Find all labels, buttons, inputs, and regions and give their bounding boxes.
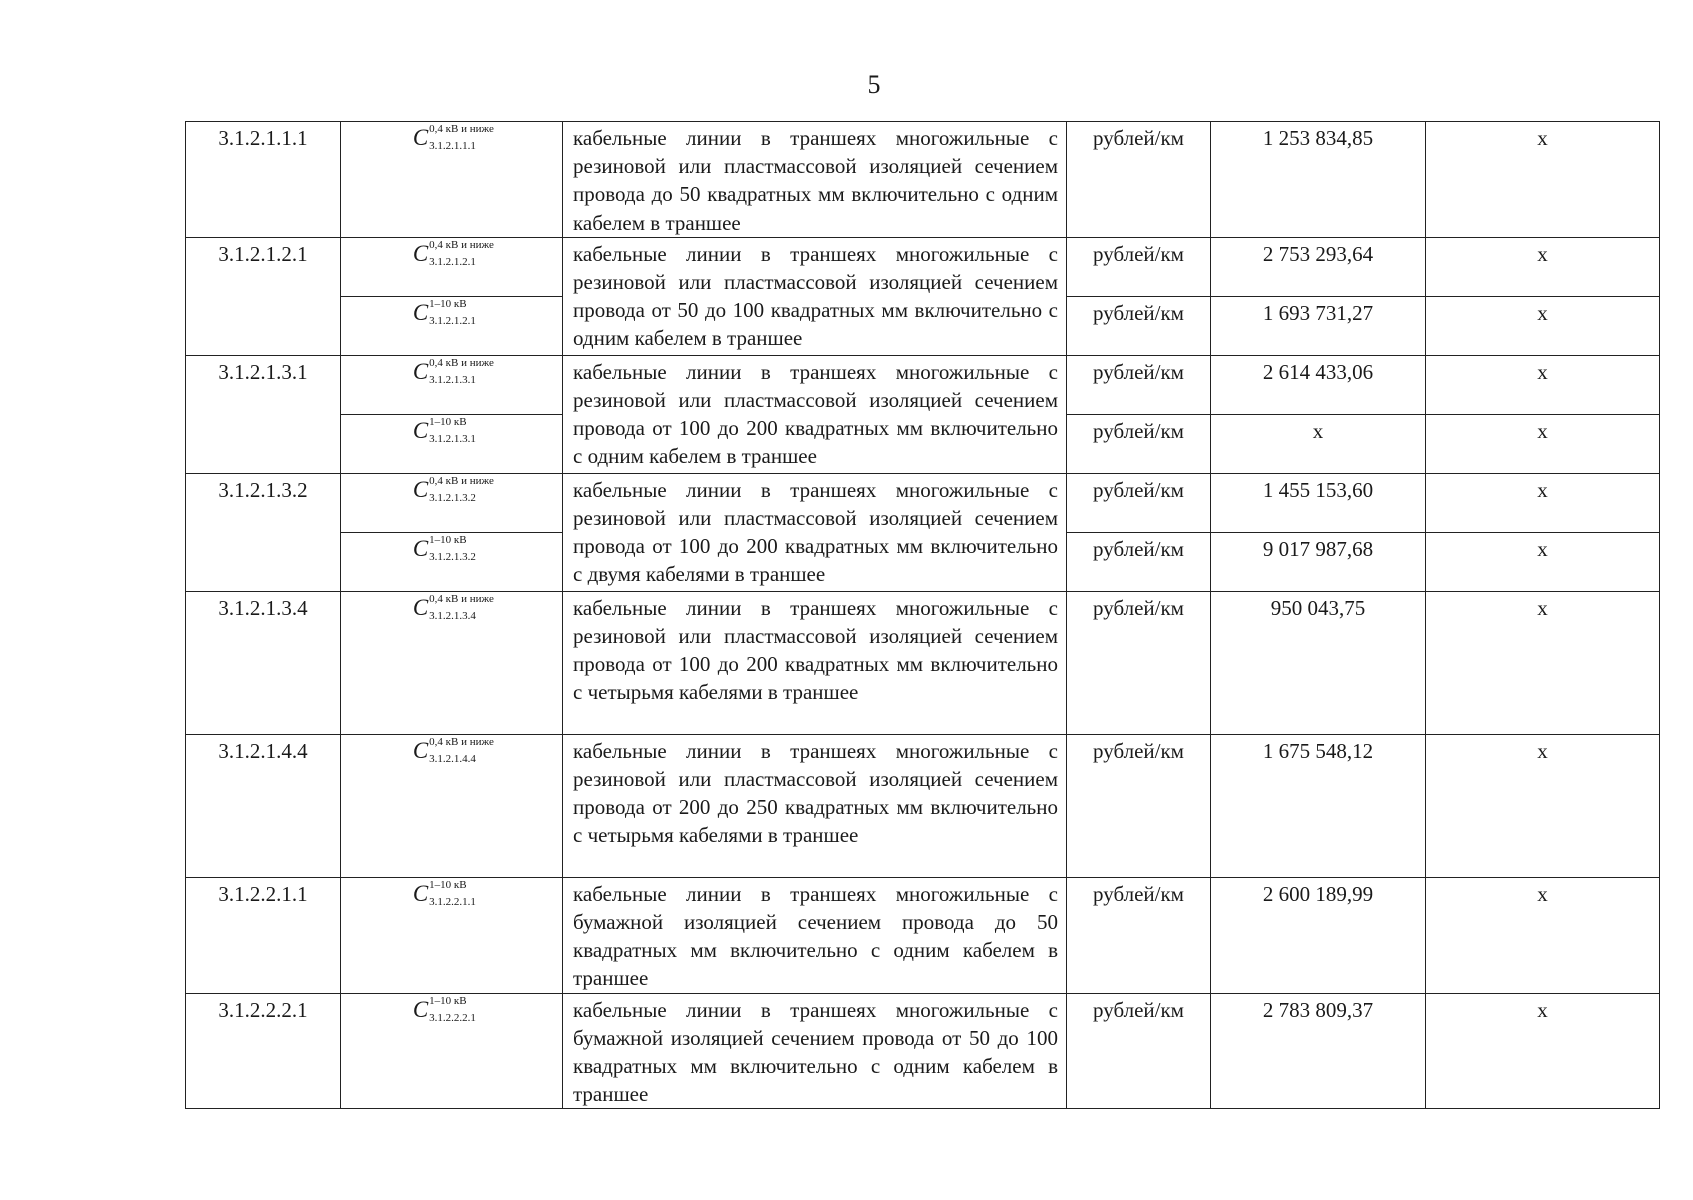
- row-unit: рублей/км: [1067, 355, 1211, 414]
- row-description: кабельные линии в траншеях многожильные с резиновой или пластмассовой изоляцией сечением провода от 50 до 100 квадратных мм включительно с одним кабелем в траншее: [563, 237, 1067, 355]
- rate-symbol: C 0,4 кВ и ниже 3.1.2.1.3.2: [341, 473, 563, 532]
- row-description: кабельные линии в траншеях многожильные с резиновой или пластмассовой изоляцией сечением провода от 100 до 200 квадратных мм включительно с двумя кабелями в траншее: [563, 473, 1067, 591]
- row-unit: рублей/км: [1067, 122, 1211, 238]
- rate-symbol: C 1–10 кВ 3.1.2.1.2.1: [341, 296, 563, 355]
- row-value: 950 043,75: [1211, 591, 1426, 734]
- rates-table: [185, 121, 1660, 1109]
- row-unit: рублей/км: [1067, 296, 1211, 355]
- row-unit: рублей/км: [1067, 237, 1211, 296]
- row-note: х: [1426, 532, 1660, 591]
- row-unit: рублей/км: [1067, 993, 1211, 1109]
- row-value: 2 600 189,99: [1211, 877, 1426, 993]
- row-note: х: [1426, 993, 1660, 1109]
- table-row: [186, 122, 1660, 238]
- row-unit: рублей/км: [1067, 877, 1211, 993]
- row-note: х: [1426, 734, 1660, 877]
- row-code: 3.1.2.2.2.1: [186, 993, 341, 1109]
- row-value: 1 693 731,27: [1211, 296, 1426, 355]
- rate-symbol: C 1–10 кВ 3.1.2.1.3.2: [341, 532, 563, 591]
- row-note: х: [1426, 296, 1660, 355]
- row-value: 2 783 809,37: [1211, 993, 1426, 1109]
- row-value: х: [1211, 414, 1426, 473]
- row-note: х: [1426, 473, 1660, 532]
- row-code: 3.1.2.1.3.4: [186, 591, 341, 734]
- row-code: 3.1.2.1.3.2: [186, 473, 341, 591]
- row-unit: рублей/км: [1067, 591, 1211, 734]
- row-value: 1 455 153,60: [1211, 473, 1426, 532]
- row-value: 9 017 987,68: [1211, 532, 1426, 591]
- rate-symbol: C 0,4 кВ и ниже 3.1.2.1.3.4: [341, 591, 563, 734]
- rate-symbol: C 0,4 кВ и ниже 3.1.2.1.3.1: [341, 355, 563, 414]
- row-description: кабельные линии в траншеях многожильные с бумажной изоляцией сечением провода до 50 квадратных мм включительно с одним кабелем в траншее: [563, 877, 1067, 993]
- row-note: х: [1426, 591, 1660, 734]
- row-code: 3.1.2.1.1.1: [186, 122, 341, 238]
- row-note: х: [1426, 122, 1660, 238]
- row-note: х: [1426, 877, 1660, 993]
- rate-symbol: C 0,4 кВ и ниже 3.1.2.1.2.1: [341, 237, 563, 296]
- row-unit: рублей/км: [1067, 734, 1211, 877]
- table-row: [186, 993, 1660, 1109]
- rate-symbol: C 1–10 кВ 3.1.2.2.1.1: [341, 877, 563, 993]
- row-code: 3.1.2.1.3.1: [186, 355, 341, 473]
- row-value: 1 253 834,85: [1211, 122, 1426, 238]
- row-note: х: [1426, 414, 1660, 473]
- row-code: 3.1.2.1.4.4: [186, 734, 341, 877]
- row-code: 3.1.2.1.2.1: [186, 237, 341, 355]
- row-description: кабельные линии в траншеях многожильные с резиновой или пластмассовой изоляцией сечением провода от 100 до 200 квадратных мм включительно с четырьмя кабелями в траншее: [563, 591, 1067, 734]
- rate-symbol: C 0,4 кВ и ниже 3.1.2.1.1.1: [341, 122, 563, 238]
- rate-symbol: C 0,4 кВ и ниже 3.1.2.1.4.4: [341, 734, 563, 877]
- table-row: [186, 237, 1660, 296]
- row-unit: рублей/км: [1067, 532, 1211, 591]
- table-row: [186, 591, 1660, 734]
- table-row: [186, 877, 1660, 993]
- row-value: 2 614 433,06: [1211, 355, 1426, 414]
- row-note: х: [1426, 237, 1660, 296]
- row-description: кабельные линии в траншеях многожильные с резиновой или пластмассовой изоляцией сечением провода до 50 квадратных мм включительно с одним кабелем в траншее: [563, 122, 1067, 238]
- rate-symbol: C 1–10 кВ 3.1.2.1.3.1: [341, 414, 563, 473]
- row-value: 2 753 293,64: [1211, 237, 1426, 296]
- rate-symbol: C 1–10 кВ 3.1.2.2.2.1: [341, 993, 563, 1109]
- table-row: [186, 355, 1660, 414]
- row-description: кабельные линии в траншеях многожильные с бумажной изоляцией сечением провода от 50 до 100 квадратных мм включительно с одним кабелем в траншее: [563, 993, 1067, 1109]
- row-value: 1 675 548,12: [1211, 734, 1426, 877]
- row-unit: рублей/км: [1067, 473, 1211, 532]
- table-row: [186, 734, 1660, 877]
- row-code: 3.1.2.2.1.1: [186, 877, 341, 993]
- row-unit: рублей/км: [1067, 414, 1211, 473]
- table-row: [186, 473, 1660, 532]
- row-description: кабельные линии в траншеях многожильные с резиновой или пластмассовой изоляцией сечением провода от 200 до 250 квадратных мм включительно с четырьмя кабелями в траншее: [563, 734, 1067, 877]
- page-number: 5: [867, 70, 881, 99]
- row-note: х: [1426, 355, 1660, 414]
- row-description: кабельные линии в траншеях многожильные с резиновой или пластмассовой изоляцией сечением провода от 100 до 200 квадратных мм включительно с одним кабелем в траншее: [563, 355, 1067, 473]
